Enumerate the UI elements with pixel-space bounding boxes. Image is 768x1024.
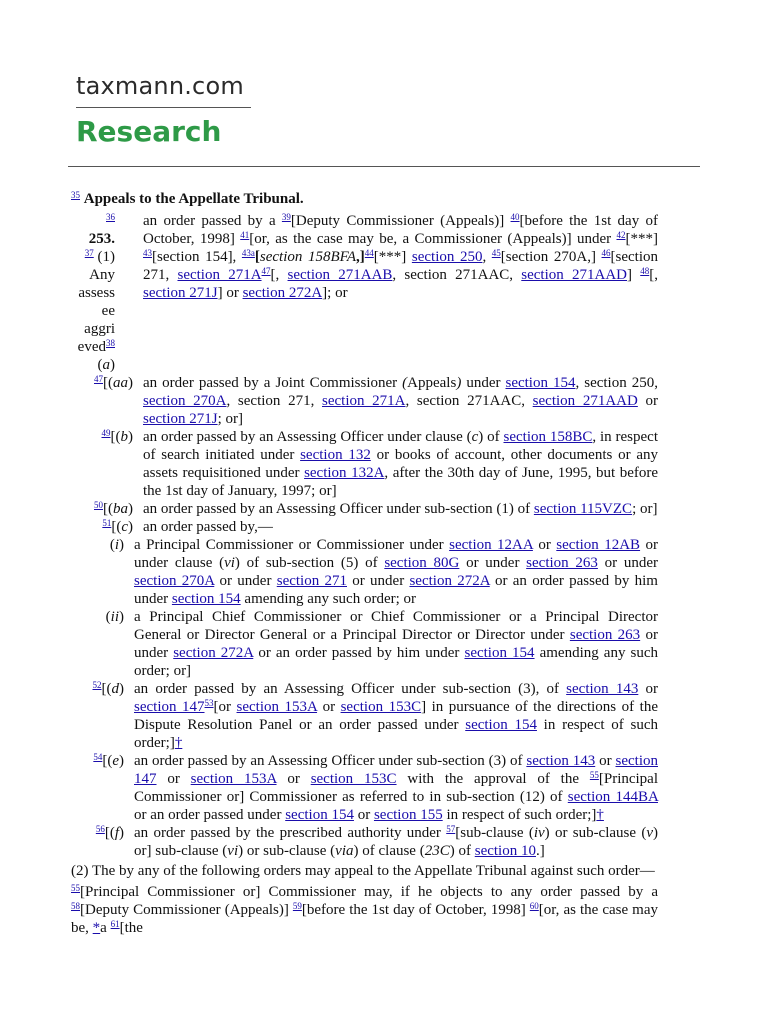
logo-site-name: taxmann.com	[76, 72, 244, 100]
text-run: )	[119, 753, 124, 769]
clause-text	[143, 500, 658, 518]
bold-text: [	[254, 249, 260, 265]
text-run: or books of account, other documents or any assets requisitioned under	[143, 447, 658, 481]
footnote-link[interactable]: 59	[292, 901, 302, 911]
section-link[interactable]: section 147	[134, 753, 658, 787]
text-run: an order passed by an Assessing Officer under sub-section (1) of	[143, 501, 534, 517]
section-side-line	[71, 302, 115, 320]
footnote-link[interactable]: 58	[71, 901, 80, 911]
clause-text	[134, 824, 658, 860]
text-run: [,	[270, 267, 288, 283]
text-run: ) or sub-clause (	[544, 825, 647, 841]
footnote-ref	[205, 698, 214, 708]
section-side-line	[71, 320, 115, 338]
footnote-link[interactable]: 61	[110, 919, 120, 929]
text-run: or under	[214, 573, 277, 589]
text-run: ee	[101, 303, 115, 319]
section-link[interactable]: section 132A	[304, 465, 385, 481]
text-run: [or, as the case may be,	[71, 902, 658, 936]
footnote-link[interactable]: 52	[92, 680, 102, 690]
clause-label	[71, 518, 143, 536]
section-link[interactable]: section 132	[300, 447, 371, 463]
text-run: [(	[103, 375, 113, 391]
text-run: [or	[213, 699, 237, 715]
section-side-line	[71, 248, 115, 266]
subsection-2-text	[71, 862, 658, 880]
footnote-link[interactable]: 42	[616, 230, 626, 240]
clause-text	[134, 752, 658, 824]
footnote-link[interactable]: 41	[240, 230, 250, 240]
text-run: or	[638, 681, 658, 697]
section-link[interactable]: *	[92, 920, 101, 936]
clause-label	[71, 374, 143, 392]
footnote-ref	[446, 824, 455, 834]
footnote-link[interactable]: 47	[261, 266, 271, 276]
section-link[interactable]: section 153A	[190, 771, 277, 787]
clause-label	[71, 428, 143, 446]
clause-list	[71, 374, 658, 860]
text-run: , in respect of search initiated under	[143, 429, 658, 463]
section-link[interactable]: section 154	[505, 375, 576, 391]
text-run: [section 270A,]	[500, 249, 602, 265]
italic-text: vi	[224, 555, 235, 571]
text-run: amending any such order; or]	[134, 645, 658, 679]
clause-text	[134, 536, 658, 608]
footnote-ref	[71, 883, 80, 893]
clause-a-text	[143, 212, 658, 302]
footnote-link[interactable]: 46	[601, 248, 611, 258]
text-run: under	[461, 375, 506, 391]
footnote-ref	[93, 752, 102, 762]
section-link[interactable]: †	[596, 807, 604, 823]
footnote-link[interactable]: 60	[529, 901, 539, 911]
text-run: [(	[102, 753, 113, 769]
italic-text: ba	[113, 501, 128, 517]
text-run: an order passed by the prescribed authority under	[134, 825, 447, 841]
text-run: )	[119, 825, 124, 841]
footnote-ref	[85, 248, 94, 258]
section-link[interactable]: section 263	[526, 555, 598, 571]
logo-product-name: Research	[76, 115, 222, 148]
taxmann-logo[interactable]	[76, 72, 251, 149]
text-run: [(	[110, 429, 121, 445]
italic-text: v	[646, 825, 653, 841]
section-link[interactable]: section 12AA	[449, 537, 533, 553]
clause-label	[71, 500, 143, 518]
footnote-link[interactable]: 48	[640, 266, 650, 276]
italic-text: f	[114, 825, 119, 841]
text-run: or an order passed by him under	[134, 573, 658, 607]
footnote-link[interactable]: 35	[71, 190, 80, 200]
text-run: [the	[119, 920, 143, 936]
text-run: (	[109, 537, 115, 553]
text-run: , section 250,	[575, 375, 658, 391]
section-link[interactable]: section 143	[566, 681, 639, 697]
text-run: an order passed by,—	[143, 519, 273, 535]
text-run: [section 154],	[152, 249, 242, 265]
italic-text: aa	[113, 375, 128, 391]
text-run: (	[97, 357, 103, 373]
text-run: [before the 1st day of October, 1998]	[143, 213, 658, 247]
footnote-link[interactable]: 55	[589, 770, 599, 780]
clause-row	[71, 428, 658, 500]
italic-text: via	[335, 843, 354, 859]
section-link[interactable]: section 272A	[173, 645, 254, 661]
section-link[interactable]: section 10	[474, 843, 536, 859]
italic-text: 23C	[424, 843, 450, 859]
clause-text	[134, 608, 658, 680]
text-run: .]	[535, 843, 545, 859]
header-divider	[68, 166, 700, 167]
bold-text: Appeals to the Appellate Tribunal.	[83, 191, 304, 207]
italic-text: section 158BFA	[259, 249, 357, 265]
text-run: a Principal Chief Commissioner or Chief Commissioner or a Principal Director General or Director General or a Principal Director or Director under	[134, 609, 658, 643]
text-run: assess	[78, 285, 115, 301]
footnote-link[interactable]: 45	[491, 248, 501, 258]
footnote-link[interactable]: 57	[446, 824, 456, 834]
footnote-ref	[102, 428, 111, 438]
text-run: (1)	[93, 249, 115, 265]
text-run: )	[119, 681, 124, 697]
text-run: , section 271,	[226, 393, 322, 409]
section-link[interactable]: section 250	[411, 249, 483, 265]
text-run: ; or]	[217, 411, 243, 427]
text-run: [or, as the case may be, a Commissioner (Appeals)] under	[249, 231, 617, 247]
text-run: or under	[347, 573, 410, 589]
section-link[interactable]: section 154	[285, 807, 354, 823]
section-link[interactable]: section 271	[276, 573, 347, 589]
commissioner-appeal-paragraph	[71, 883, 658, 937]
text-run: or under	[597, 555, 658, 571]
footnote-link[interactable]: 38	[106, 338, 115, 348]
clause-row	[71, 374, 658, 428]
bold-text: ,]	[356, 249, 365, 265]
footnote-link[interactable]: 54	[93, 752, 103, 762]
text-run: [sub-clause (	[455, 825, 534, 841]
footnote-link[interactable]: 49	[101, 428, 111, 438]
footnote-ref	[590, 770, 599, 780]
text-run: a Principal Commissioner or Commissioner under	[134, 537, 450, 553]
footnote-ref	[143, 248, 152, 258]
italic-text: d	[111, 681, 119, 697]
section-link[interactable]: section 271AAB	[287, 267, 393, 283]
text-run: or under clause (	[134, 537, 659, 571]
section-link[interactable]: section 115VZC	[533, 501, 633, 517]
document-body	[71, 190, 658, 937]
text-run: or	[353, 807, 374, 823]
text-run: [(	[101, 681, 112, 697]
clause-text	[134, 680, 658, 752]
text-run: an order passed by an Assessing Officer under clause (	[143, 429, 472, 445]
footnote-ref	[71, 901, 80, 911]
clause-text	[143, 374, 658, 428]
clause-label	[71, 824, 134, 842]
text-run: [***]	[373, 249, 412, 265]
text-run: )	[119, 537, 124, 553]
footnote-ref	[365, 248, 374, 258]
text-run: [***]	[625, 231, 658, 247]
text-run: a	[100, 920, 111, 936]
section-link[interactable]: section 12AB	[556, 537, 641, 553]
footnote-link[interactable]: 40	[510, 212, 520, 222]
footnote-link[interactable]: 43	[143, 248, 152, 258]
section-link[interactable]: section 153A	[236, 699, 318, 715]
footnote-ref	[71, 190, 80, 200]
section-link[interactable]: section 271J	[143, 285, 218, 301]
text-run: [Deputy Commissioner (Appeals)]	[290, 213, 511, 229]
clause-row	[71, 536, 658, 608]
clause-label	[71, 752, 134, 770]
text-run: (2) The by any of the following orders may appeal to the Appellate Tribunal against such order—	[71, 863, 655, 879]
footnote-ref	[282, 212, 291, 222]
text-run: )	[128, 519, 133, 535]
section-footnote-ref	[71, 212, 115, 230]
italic-text: )	[456, 375, 462, 391]
italic-text: c	[121, 519, 128, 535]
clause-row	[71, 752, 658, 824]
section-link[interactable]: section 143	[526, 753, 596, 769]
section-link[interactable]: section 144BA	[567, 789, 658, 805]
section-253-block	[71, 212, 658, 374]
footnote-link[interactable]: 56	[95, 824, 105, 834]
text-run: [(	[111, 519, 122, 535]
section-link[interactable]: section 80G	[384, 555, 460, 571]
section-link[interactable]: section 154	[171, 591, 241, 607]
clause-row	[71, 518, 658, 536]
footnote-link[interactable]: 50	[94, 500, 103, 510]
footnote-ref	[102, 518, 111, 528]
text-run: or an order passed under	[134, 807, 286, 823]
footnote-link[interactable]: 55	[71, 883, 80, 893]
text-run: an order passed by an Assessing Officer under sub-section (3), of	[134, 681, 567, 697]
section-side-column	[71, 212, 143, 374]
text-run: [(	[104, 825, 115, 841]
section-side-lines	[71, 248, 115, 374]
text-run: or	[276, 771, 311, 787]
italic-text: ii	[110, 609, 119, 625]
clause-row	[71, 824, 658, 860]
clause-text	[143, 428, 658, 500]
text-run: or	[595, 753, 616, 769]
clause-label	[71, 536, 134, 554]
section-link[interactable]: section 153C	[310, 771, 397, 787]
footnote-ref	[240, 230, 249, 240]
footnote-link[interactable]: 39	[281, 212, 291, 222]
footnote-ref	[511, 212, 520, 222]
footnote-ref	[94, 374, 103, 384]
italic-text: a	[102, 357, 110, 373]
footnote-ref	[640, 266, 649, 276]
italic-text: (	[402, 375, 408, 391]
text-run: ) of	[478, 429, 504, 445]
section-link[interactable]: section 271AAD	[521, 267, 627, 283]
text-run: ) of	[449, 843, 475, 859]
footnote-ref	[106, 338, 115, 348]
section-link[interactable]: section 263	[569, 627, 641, 643]
text-run: eved	[77, 339, 106, 355]
section-side-line	[71, 284, 115, 302]
section-link[interactable]: section 272A	[409, 573, 490, 589]
clause-row	[71, 608, 658, 680]
section-number: 253.	[88, 231, 115, 247]
text-run: [section 271,	[143, 249, 659, 283]
clause-row	[71, 500, 658, 518]
text-run: ) of sub-section (5) of	[234, 555, 385, 571]
section-link[interactable]: section 270A	[134, 573, 215, 589]
text-run: [Principal Commissioner or] Commissioner may, if he objects to any order passed by a	[80, 884, 658, 900]
italic-text: b	[120, 429, 128, 445]
section-link[interactable]: section 271A	[322, 393, 406, 409]
text-run: an order passed by a	[143, 213, 282, 229]
text-run: or	[532, 537, 557, 553]
footnote-ref	[93, 680, 102, 690]
text-run: [Principal Commissioner or] Commissioner as referred to in sub-section (12) of	[134, 771, 659, 805]
section-heading	[71, 190, 658, 208]
text-run: [before the 1st day of October, 1998]	[301, 902, 530, 918]
text-run: ) or] sub-clause (	[134, 825, 658, 859]
footnote-link[interactable]: 53	[204, 698, 214, 708]
text-run: or	[637, 393, 658, 409]
text-run: or	[317, 699, 341, 715]
text-run: , section 271AAC,	[405, 393, 533, 409]
text-run: [,	[649, 267, 658, 283]
italic-text: vi	[227, 843, 239, 859]
text-run: [Deputy Commissioner (Appeals)]	[80, 902, 293, 918]
text-run: amending any such order; or	[240, 591, 417, 607]
section-link[interactable]: section 147	[134, 699, 205, 715]
section-side-line	[71, 266, 115, 284]
footnote-ref	[530, 901, 539, 911]
text-run: Any	[89, 267, 115, 283]
logo-divider	[76, 107, 251, 108]
text-run: )	[128, 375, 133, 391]
section-link[interactable]: section 271J	[143, 411, 218, 427]
text-run: [(	[103, 501, 113, 517]
footnote-ref	[293, 901, 302, 911]
text-run: ] or	[217, 285, 243, 301]
section-link[interactable]: section 271A	[177, 267, 262, 283]
text-run: ]; or	[322, 285, 348, 301]
text-run: or	[156, 771, 191, 787]
section-link[interactable]: section 154	[465, 717, 537, 733]
italic-text: i	[114, 537, 119, 553]
clause-label	[71, 680, 134, 698]
text-run: ,	[482, 249, 492, 265]
footnote-link[interactable]: 36	[106, 212, 115, 222]
footnote-link[interactable]: 43a	[241, 248, 255, 258]
text-run: )	[119, 609, 124, 625]
text-run: an order passed by an Assessing Officer under sub-section (3) of	[134, 753, 527, 769]
footnote-ref	[262, 266, 271, 276]
text-run: )	[110, 357, 115, 373]
section-link[interactable]: section 154	[464, 645, 535, 661]
italic-text: iv	[533, 825, 545, 841]
text-run: an order passed by a Joint Commissioner	[143, 375, 403, 391]
section-link[interactable]: section 270A	[143, 393, 227, 409]
text-run: in respect of such order;]	[134, 717, 658, 751]
footnote-ref	[242, 248, 255, 258]
text-run: with the approval of the	[396, 771, 590, 787]
footnote-link[interactable]: 37	[84, 248, 94, 258]
footnote-ref	[602, 248, 611, 258]
footnote-ref	[492, 248, 501, 258]
section-link[interactable]: section 153C	[340, 699, 422, 715]
text-run: ) of clause (	[353, 843, 425, 859]
footnote-ref	[96, 824, 105, 834]
text-run: (	[105, 609, 111, 625]
clause-text	[143, 518, 658, 536]
text-run: or under	[134, 627, 658, 661]
section-link[interactable]: section 158BC	[503, 429, 593, 445]
italic-text: c	[471, 429, 479, 445]
text-run: , section 271AAC,	[392, 267, 522, 283]
section-link[interactable]: section 272A	[242, 285, 323, 301]
footnote-link[interactable]: 44	[364, 248, 374, 258]
footnote-link[interactable]: 51	[102, 518, 112, 528]
clause-label	[71, 608, 134, 626]
text-run: in respect of such order;]	[442, 807, 597, 823]
section-side-line	[71, 356, 115, 374]
footnote-ref	[94, 500, 103, 510]
text-run: ]	[627, 267, 641, 283]
text-run: or under	[459, 555, 527, 571]
section-link[interactable]: section 271AAD	[532, 393, 638, 409]
footnote-link[interactable]: 47	[94, 374, 103, 384]
italic-text: e	[112, 753, 119, 769]
text-run: ] in pursuance of the directions of the Dispute Resolution Panel or an order passed under	[134, 699, 658, 733]
text-run: )	[128, 429, 133, 445]
clause-row	[71, 680, 658, 752]
text-run: Appeals	[407, 375, 457, 391]
section-link[interactable]: section 155	[373, 807, 443, 823]
footnote-ref	[111, 919, 120, 929]
text-run: ; or]	[632, 501, 658, 517]
text-run: aggri	[84, 321, 115, 337]
section-side-line	[71, 338, 115, 356]
text-run: , after the 30th day of June, 1995, but before the 1st day of January, 1997; or]	[143, 465, 659, 499]
section-link[interactable]: †	[174, 735, 183, 751]
text-run: or an order passed by him under	[253, 645, 465, 661]
text-run: ) or sub-clause (	[238, 843, 336, 859]
text-run: )	[128, 501, 133, 517]
